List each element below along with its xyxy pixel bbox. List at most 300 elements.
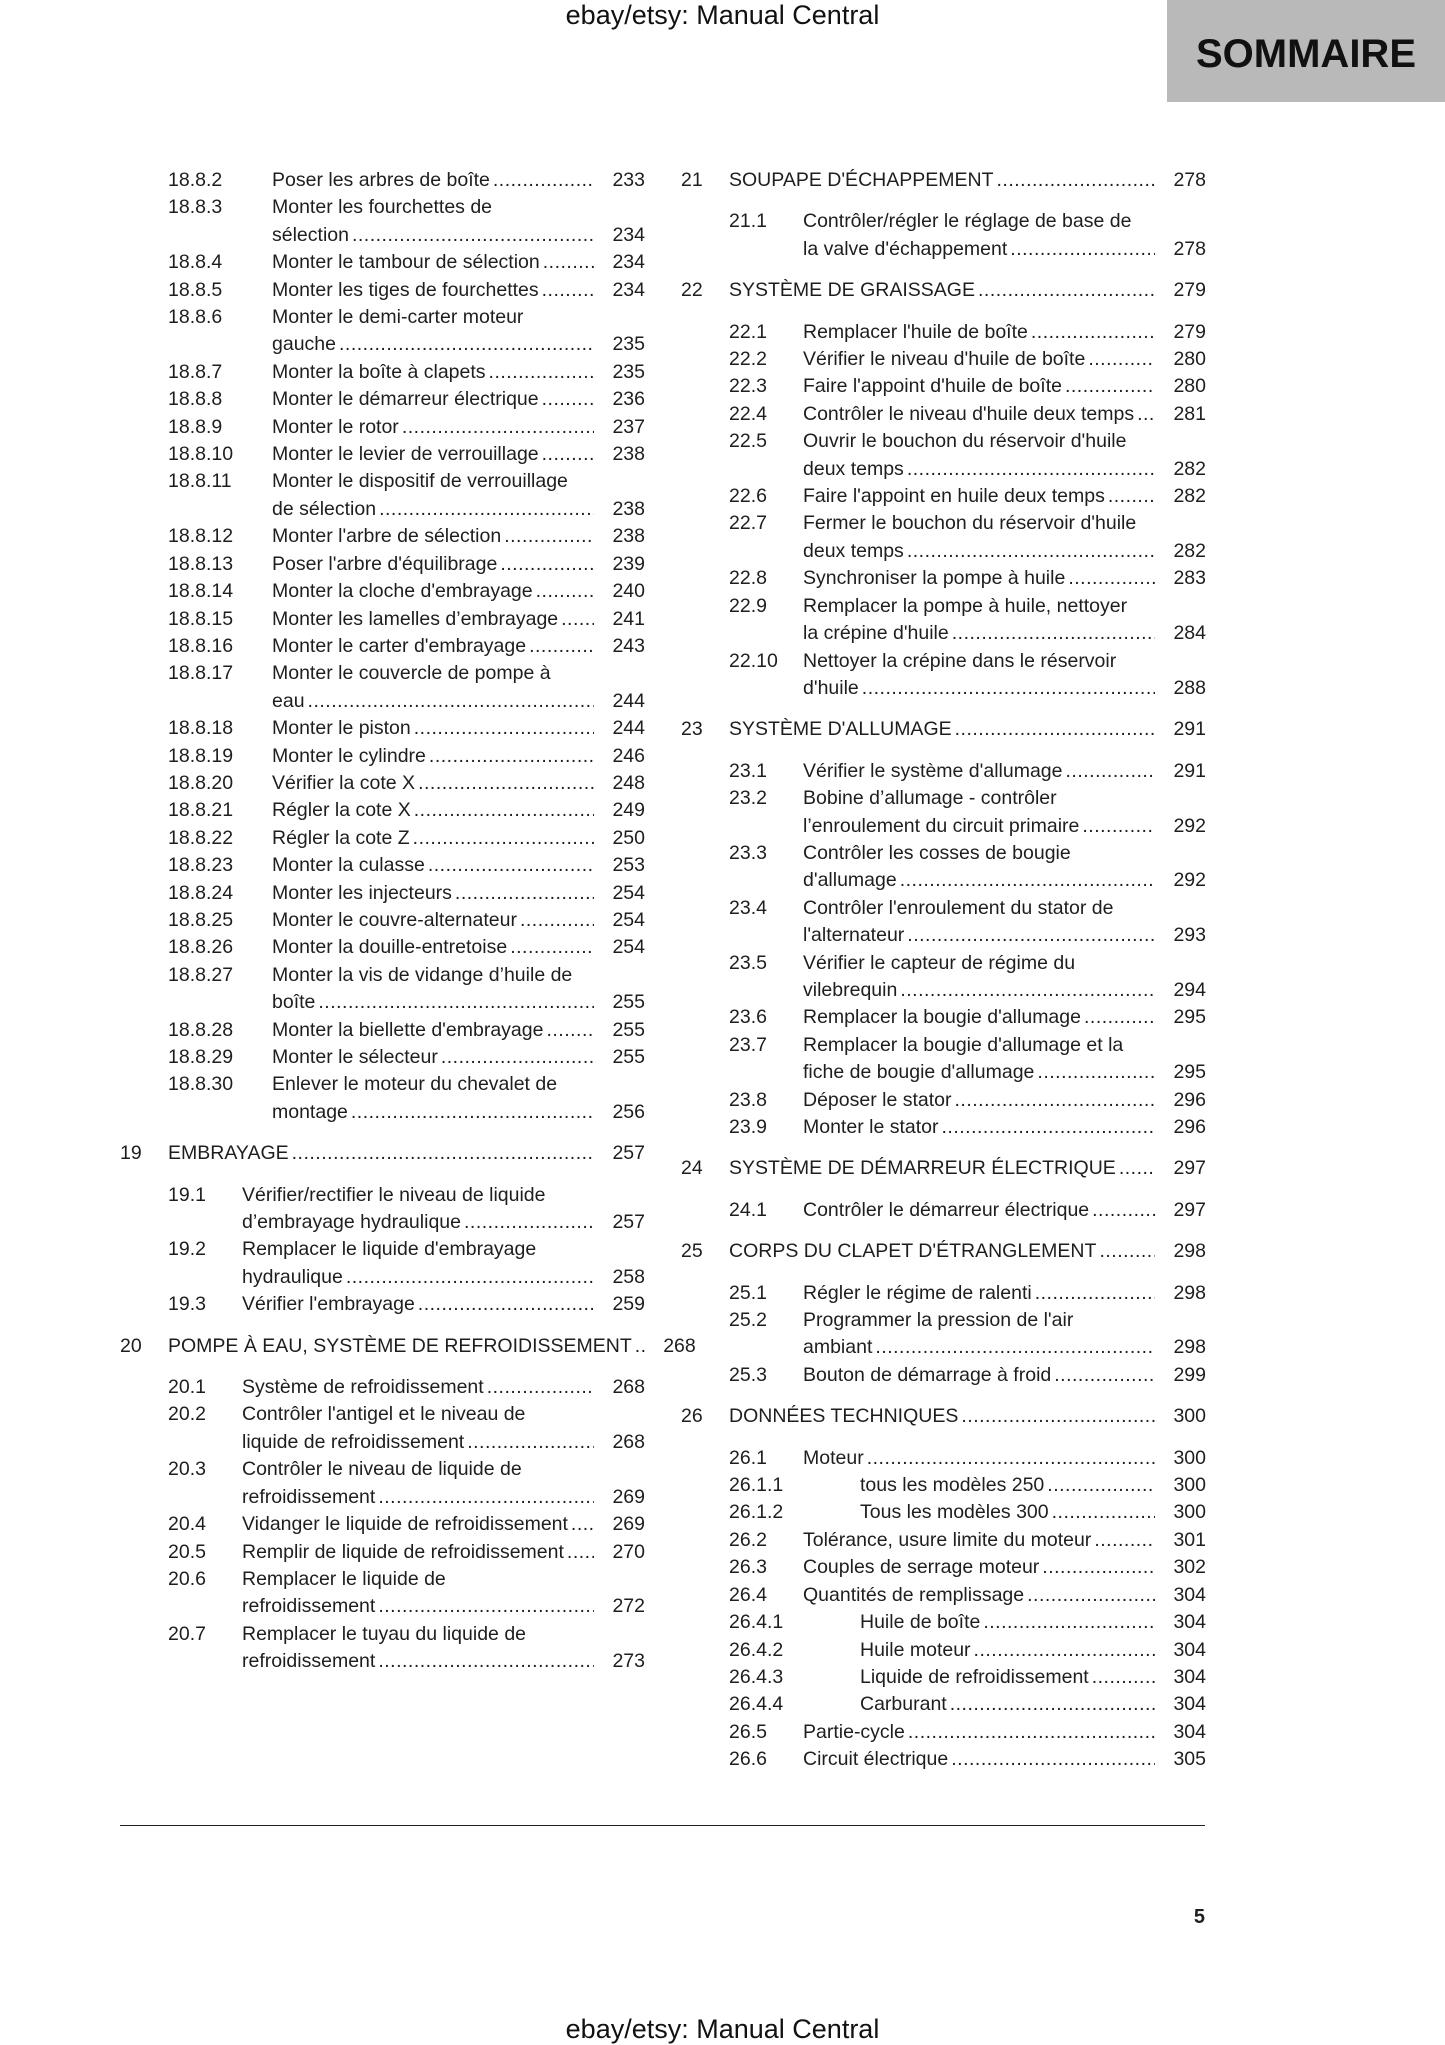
toc-entry-title-line: Monter le demi-carter moteur xyxy=(272,306,524,329)
toc-entry-title-line: tous les modèles 250 xyxy=(860,1474,1045,1497)
toc-entry-title-line: Poser l'arbre d'équilibrage xyxy=(272,552,498,575)
toc-entry-number: 18.8.7 xyxy=(168,360,223,383)
dot-leader xyxy=(1119,1155,1155,1182)
toc-entry-title-line: Faire l'appoint en huile deux temps xyxy=(803,485,1105,508)
toc-entry-number: 18.8.20 xyxy=(168,771,234,794)
toc-entry-page: 244 xyxy=(612,689,645,712)
toc-entry-page: 281 xyxy=(1173,402,1206,425)
toc-entry-title-line: Nettoyer la crépine dans le réservoir xyxy=(803,649,1117,672)
toc-entry-page: 282 xyxy=(1173,485,1206,508)
toc-entry-title-line: Monter le carter d'embrayage xyxy=(272,634,527,657)
toc-entry-page: 250 xyxy=(612,826,645,849)
dot-leader xyxy=(546,1017,594,1044)
toc-entry[interactable] xyxy=(120,633,645,660)
toc-entry[interactable] xyxy=(120,1566,645,1621)
toc-entry-number: 26.1.2 xyxy=(729,1501,784,1524)
dot-leader xyxy=(955,1087,1156,1114)
dot-leader xyxy=(1037,1059,1155,1086)
toc-entry-title-line: Vérifier la cote X xyxy=(272,771,416,794)
section-tab-sommaire: SOMMAIRE xyxy=(1167,0,1445,102)
toc-entry-number: 22.9 xyxy=(729,594,767,617)
toc-entry-number: 23.8 xyxy=(729,1088,767,1111)
toc-entry-title-line: Vérifier le niveau d'huile de boîte xyxy=(803,348,1086,371)
toc-entry-title-line: deux temps xyxy=(803,539,904,562)
toc-entry-page: 259 xyxy=(612,1293,645,1316)
toc-entry-page: 302 xyxy=(1173,1556,1206,1579)
toc-entry-title-line: refroidissement xyxy=(242,1485,376,1508)
dot-leader xyxy=(510,934,594,961)
toc-entry-number: 21.1 xyxy=(729,210,767,233)
toc-entry-number: 18.8.8 xyxy=(168,388,223,411)
toc-entry[interactable] xyxy=(681,1445,1206,1472)
toc-entry[interactable] xyxy=(120,414,645,441)
dot-leader xyxy=(414,797,594,824)
toc-entry[interactable] xyxy=(681,1664,1206,1691)
toc-entry-title-line: Vérifier/rectifier le niveau de liquide xyxy=(242,1183,546,1206)
toc-entry-page: 282 xyxy=(1173,457,1206,480)
toc-entry-title-line: Monter le démarreur électrique xyxy=(272,388,539,411)
toc-entry[interactable] xyxy=(681,648,1206,703)
dot-leader xyxy=(292,1140,594,1167)
toc-entry[interactable] xyxy=(681,1032,1206,1087)
toc-entry-page: 296 xyxy=(1173,1088,1206,1111)
dot-leader xyxy=(413,825,594,852)
toc-entry[interactable] xyxy=(120,1621,645,1676)
toc-entry-title-line: Remplacer l'huile de boîte xyxy=(803,320,1028,343)
toc-entry-title-line: Bouton de démarrage à froid xyxy=(803,1363,1052,1386)
dot-leader xyxy=(1099,1238,1155,1265)
toc-entry-title-line: sélection xyxy=(272,223,349,246)
toc-entry[interactable] xyxy=(681,1114,1206,1141)
toc-entry-number: 25.1 xyxy=(729,1281,767,1304)
toc-entry-title-line: Poser les arbres de boîte xyxy=(272,169,490,191)
toc-entry-number: 20.6 xyxy=(168,1567,206,1590)
toc-entry[interactable] xyxy=(681,167,1206,194)
toc-entry[interactable] xyxy=(681,346,1206,373)
toc-entry-number: 18.8.10 xyxy=(168,443,234,466)
toc-entry-title-line: Fermer le bouchon du réservoir d'huile xyxy=(803,512,1137,535)
dot-leader xyxy=(489,359,594,386)
toc-entry[interactable] xyxy=(120,1182,645,1237)
toc-entry-title-line: de sélection xyxy=(272,497,377,520)
toc-entry[interactable] xyxy=(120,1017,645,1044)
toc-entry[interactable] xyxy=(120,194,645,249)
dot-leader xyxy=(542,277,594,304)
toc-entry[interactable] xyxy=(120,578,645,605)
toc-entry-page: 233 xyxy=(612,169,645,191)
toc-entry-number: 18.8.14 xyxy=(168,580,234,603)
toc-entry[interactable] xyxy=(681,428,1206,483)
dot-leader xyxy=(983,1609,1155,1636)
toc-entry-page: 294 xyxy=(1173,978,1206,1001)
toc-entry-title-line: Synchroniser la pompe à huile xyxy=(803,567,1066,590)
toc-entry-page: 304 xyxy=(1173,1693,1206,1716)
toc-entry-title-line: Couples de serrage moteur xyxy=(803,1556,1040,1579)
toc-entry[interactable] xyxy=(120,249,645,276)
toc-entry-title-line: Huile de boîte xyxy=(860,1611,981,1634)
toc-entry-title-line: SYSTÈME DE DÉMARREUR ÉLECTRIQUE xyxy=(729,1157,1116,1180)
toc-entry[interactable] xyxy=(681,401,1206,428)
toc-entry[interactable] xyxy=(120,1539,645,1566)
toc-entry-page: 283 xyxy=(1173,567,1206,590)
toc-entry-number: 24.1 xyxy=(729,1198,767,1221)
toc-entry[interactable] xyxy=(681,565,1206,592)
dot-leader xyxy=(543,249,594,276)
toc-entry[interactable] xyxy=(681,1582,1206,1609)
toc-entry-title-line: SYSTÈME DE GRAISSAGE xyxy=(729,279,975,302)
toc-entry-page: 301 xyxy=(1173,1528,1206,1551)
toc-entry[interactable] xyxy=(681,1691,1206,1718)
toc-entry-page: 255 xyxy=(612,991,645,1014)
dot-leader xyxy=(961,1403,1155,1430)
toc-entry-page: 298 xyxy=(1173,1281,1206,1304)
toc-entry-number: 23.3 xyxy=(729,841,767,864)
toc-entry-title-line: Monter le couvre-alternateur xyxy=(272,908,517,931)
toc-entry[interactable] xyxy=(681,1499,1206,1526)
toc-entry-title-line: Monter la culasse xyxy=(272,854,425,877)
toc-entry[interactable] xyxy=(681,1087,1206,1114)
toc-entry-title-line: l'alternateur xyxy=(803,924,905,947)
toc-entry-page: 292 xyxy=(1173,869,1206,892)
dot-leader xyxy=(429,743,594,770)
toc-entry[interactable] xyxy=(681,1637,1206,1664)
toc-entry[interactable] xyxy=(681,1719,1206,1746)
toc-entry-title-line: Moteur xyxy=(803,1446,864,1469)
toc-entry-number: 26 xyxy=(681,1405,703,1428)
dot-leader xyxy=(1066,758,1156,785)
dot-leader xyxy=(1082,813,1155,840)
toc-entry[interactable] xyxy=(120,359,645,386)
toc-entry[interactable] xyxy=(681,895,1206,950)
toc-entry-page: 298 xyxy=(1173,1336,1206,1359)
toc-entry[interactable] xyxy=(120,1511,645,1538)
toc-entry[interactable] xyxy=(120,825,645,852)
toc-entry-title-line: d'huile xyxy=(803,676,859,699)
dot-leader xyxy=(567,1539,594,1566)
toc-entry-page: 296 xyxy=(1173,1116,1206,1138)
toc-entry-title-line: Monter le tambour de sélection xyxy=(272,251,540,274)
toc-entry[interactable] xyxy=(681,1307,1206,1362)
dot-leader xyxy=(907,922,1155,949)
toc-entry[interactable] xyxy=(120,1044,645,1071)
toc-entry[interactable] xyxy=(120,770,645,797)
dot-leader xyxy=(351,1099,594,1126)
toc-entry[interactable] xyxy=(681,1403,1206,1430)
toc-entry-page: 269 xyxy=(612,1485,645,1508)
toc-entry[interactable] xyxy=(120,797,645,824)
toc-entry[interactable] xyxy=(681,1746,1206,1773)
dot-leader xyxy=(635,1333,645,1360)
dot-leader xyxy=(414,715,594,742)
toc-entry-page: 234 xyxy=(612,278,645,301)
toc-entry-title-line: Vérifier le système d'allumage xyxy=(803,759,1063,782)
toc-entry-number: 23.4 xyxy=(729,896,767,919)
toc-entry[interactable] xyxy=(681,1155,1206,1182)
dot-leader xyxy=(493,167,594,194)
toc-entry-number: 19 xyxy=(120,1142,142,1165)
toc-entry[interactable] xyxy=(120,907,645,934)
toc-entry-number: 23.2 xyxy=(729,787,767,810)
toc-entry-title-line: liquide de refroidissement xyxy=(242,1430,465,1453)
toc-entry-page: 240 xyxy=(612,580,645,603)
toc-entry-title-line: Vérifier l'embrayage xyxy=(242,1293,415,1316)
toc-entry-title-line: montage xyxy=(272,1100,348,1123)
toc-entry-page: 246 xyxy=(612,744,645,767)
toc-entry[interactable] xyxy=(120,660,645,715)
toc-entry[interactable] xyxy=(681,277,1206,304)
toc-entry[interactable] xyxy=(681,483,1206,510)
toc-entry[interactable] xyxy=(120,1236,645,1291)
toc-entry-number: 22.8 xyxy=(729,567,767,590)
dot-leader xyxy=(900,867,1155,894)
toc-entry-number: 23 xyxy=(681,718,703,741)
toc-entry-title-line: Régler le régime de ralenti xyxy=(803,1281,1032,1304)
toc-entry-page: 300 xyxy=(1173,1474,1206,1497)
toc-entry-number: 22.6 xyxy=(729,485,767,508)
toc-entry[interactable] xyxy=(120,468,645,523)
toc-entry-title-line: Monter le stator xyxy=(803,1116,939,1138)
toc-entry-page: 279 xyxy=(1173,279,1206,302)
toc-entry-title-line: Régler la cote X xyxy=(272,799,411,822)
toc-entry-number: 22 xyxy=(681,279,703,302)
dot-leader xyxy=(955,716,1155,743)
toc-entry-title-line: Monter la biellette d'embrayage xyxy=(272,1018,544,1041)
toc-entry-page: 278 xyxy=(1173,169,1206,191)
toc-entry-page: 280 xyxy=(1173,375,1206,398)
toc-entry[interactable] xyxy=(120,167,645,194)
toc-entry-title-line: Faire l'appoint d'huile de boîte xyxy=(803,375,1062,398)
toc-entry-title-line: Contrôler le niveau de liquide de xyxy=(242,1458,522,1481)
dot-leader xyxy=(950,1691,1155,1718)
toc-entry-title-line: Remplacer la pompe à huile, nettoyer xyxy=(803,594,1128,617)
toc-entry-title-line: Contrôler/régler le réglage de base de xyxy=(803,210,1132,233)
toc-entry[interactable] xyxy=(120,606,645,633)
toc-entry-title-line: Contrôler l'antigel et le niveau de xyxy=(242,1403,526,1426)
toc-entry-page: 255 xyxy=(612,1018,645,1041)
dot-leader xyxy=(862,675,1155,702)
toc-entry-page: 268 xyxy=(612,1376,645,1399)
dot-leader xyxy=(571,1511,594,1538)
toc-entry-title-line: Liquide de refroidissement xyxy=(860,1665,1089,1688)
toc-entry[interactable] xyxy=(681,950,1206,1005)
toc-entry-title-line: fiche de bougie d'allumage xyxy=(803,1061,1035,1084)
toc-entry-number: 22.7 xyxy=(729,512,767,535)
toc-entry-title-line: Remplacer le liquide de xyxy=(242,1567,446,1590)
toc-entry-page: 238 xyxy=(612,525,645,548)
toc-entry-page: 235 xyxy=(612,360,645,383)
dot-leader xyxy=(561,606,594,633)
toc-entry-title-line: Monter la douille-entretoise xyxy=(272,936,508,959)
toc-entry[interactable] xyxy=(120,386,645,413)
toc-entry-page: 284 xyxy=(1173,622,1206,645)
toc-entry-title-line: Monter le rotor xyxy=(272,415,399,438)
toc-entry-page: 305 xyxy=(1173,1748,1206,1771)
toc-entry-page: 300 xyxy=(1173,1446,1206,1469)
toc-entry[interactable] xyxy=(120,1333,696,1360)
toc-entry-number: 26.6 xyxy=(729,1748,767,1771)
dot-leader xyxy=(951,1746,1155,1773)
toc-entry-page: 297 xyxy=(1173,1157,1206,1180)
toc-entry-title-line: refroidissement xyxy=(242,1650,376,1673)
toc-entry-title-line: Tous les modèles 300 xyxy=(860,1501,1049,1524)
toc-entry-number: 23.1 xyxy=(729,759,767,782)
toc-entry-title-line: boîte xyxy=(272,991,316,1014)
dot-leader xyxy=(1137,401,1155,428)
toc-entry-page: 253 xyxy=(612,854,645,877)
dot-leader xyxy=(1031,319,1155,346)
toc-entry-page: 304 xyxy=(1173,1583,1206,1606)
toc-entry[interactable] xyxy=(120,852,645,879)
toc-entry[interactable] xyxy=(681,510,1206,565)
toc-entry-title-line: l’enroulement du circuit primaire xyxy=(803,814,1080,837)
toc-entry-title-line: Programmer la pression de l'air xyxy=(803,1309,1074,1332)
toc-entry[interactable] xyxy=(681,1004,1206,1031)
toc-entry-title-line: Monter la vis de vidange d’huile de xyxy=(272,963,573,986)
toc-entry-title-line: DONNÉES TECHNIQUES xyxy=(729,1405,959,1428)
toc-entry-page: 280 xyxy=(1173,348,1206,371)
dot-leader xyxy=(339,331,594,358)
dot-leader xyxy=(1065,373,1155,400)
toc-entry[interactable] xyxy=(681,319,1206,346)
toc-entry[interactable] xyxy=(120,304,645,359)
toc-entry-title-line: SYSTÈME D'ALLUMAGE xyxy=(729,718,952,741)
dot-leader xyxy=(464,1209,594,1236)
toc-entry[interactable] xyxy=(120,1291,645,1318)
toc-entry-number: 26.4.3 xyxy=(729,1665,784,1688)
toc-entry-number: 18.8.16 xyxy=(168,634,234,657)
toc-entry-page: 304 xyxy=(1173,1665,1206,1688)
toc-entry-number: 19.1 xyxy=(168,1183,206,1206)
dot-leader xyxy=(378,1648,594,1675)
dot-leader xyxy=(455,880,594,907)
toc-entry-number: 20.4 xyxy=(168,1513,206,1536)
toc-entry-page: 255 xyxy=(612,1046,645,1068)
toc-entry-number: 26.5 xyxy=(729,1720,767,1743)
toc-entry-title-line: Déposer le stator xyxy=(803,1088,952,1111)
toc-entry-number: 20 xyxy=(120,1334,142,1357)
toc-entry[interactable] xyxy=(681,1554,1206,1581)
toc-entry[interactable] xyxy=(120,715,645,742)
toc-entry[interactable] xyxy=(681,758,1206,785)
toc-entry[interactable] xyxy=(681,716,1206,743)
toc-entry-page: 248 xyxy=(612,771,645,794)
toc-entry-page: 279 xyxy=(1173,320,1206,343)
toc-entry[interactable] xyxy=(681,1362,1206,1389)
dot-leader xyxy=(352,222,594,249)
toc-entry[interactable] xyxy=(120,523,645,550)
toc-entry-number: 22.1 xyxy=(729,320,767,343)
dot-leader xyxy=(378,1484,594,1511)
toc-entry[interactable] xyxy=(681,1609,1206,1636)
toc-entry-number: 26.2 xyxy=(729,1528,767,1551)
toc-entry-page: 254 xyxy=(612,881,645,904)
toc-entry-title-line: Circuit électrique xyxy=(803,1748,949,1771)
dot-leader xyxy=(1010,236,1155,263)
toc-entry-number: 23.5 xyxy=(729,951,767,974)
toc-entry-number: 18.8.30 xyxy=(168,1073,234,1096)
toc-entry-page: 270 xyxy=(612,1540,645,1563)
toc-entry-number: 18.8.15 xyxy=(168,607,234,630)
toc-entry[interactable] xyxy=(681,1238,1206,1265)
toc-entry-title-line: Monter le dispositif de verrouillage xyxy=(272,470,568,493)
toc-entry-number: 18.8.25 xyxy=(168,908,234,931)
toc-entry-number: 26.1.1 xyxy=(729,1474,784,1497)
toc-entry-page: 257 xyxy=(612,1142,645,1165)
toc-entry[interactable] xyxy=(681,1197,1206,1224)
toc-entry-number: 18.8.21 xyxy=(168,799,234,822)
toc-entry-page: 272 xyxy=(612,1595,645,1618)
toc-entry[interactable] xyxy=(120,551,645,578)
toc-entry-title-line: Enlever le moteur du chevalet de xyxy=(272,1073,558,1096)
toc-entry-page: 239 xyxy=(612,552,645,575)
dot-leader xyxy=(418,770,594,797)
toc-entry-title-line: vilebrequin xyxy=(803,978,898,1001)
toc-entry-page: 291 xyxy=(1173,759,1206,782)
toc-entry[interactable] xyxy=(120,743,645,770)
toc-entry-title-line: Remplacer le tuyau du liquide de xyxy=(242,1622,527,1645)
toc-entry[interactable] xyxy=(120,1374,645,1401)
toc-entry-title-line: EMBRAYAGE xyxy=(168,1142,289,1165)
toc-entry[interactable] xyxy=(681,840,1206,895)
toc-entry-page: 293 xyxy=(1173,924,1206,947)
toc-entry[interactable] xyxy=(120,277,645,304)
toc-entry-title-line: Monter la boîte à clapets xyxy=(272,360,486,383)
toc-entry-number: 21 xyxy=(681,169,703,191)
toc-entry[interactable] xyxy=(681,373,1206,400)
toc-entry[interactable] xyxy=(681,1280,1206,1307)
toc-entry[interactable] xyxy=(120,1456,645,1511)
toc-entry-number: 18.8.2 xyxy=(168,169,223,191)
dot-leader xyxy=(907,456,1155,483)
toc-entry[interactable] xyxy=(120,880,645,907)
toc-entry-number: 19.3 xyxy=(168,1293,206,1316)
toc-entry-number: 20.2 xyxy=(168,1403,206,1426)
toc-entry-page: 234 xyxy=(612,223,645,246)
toc-entry-title-line: gauche xyxy=(272,333,336,356)
toc-entry[interactable] xyxy=(120,962,645,1017)
toc-entry[interactable] xyxy=(681,785,1206,840)
toc-entry[interactable] xyxy=(120,1071,645,1126)
toc-entry-title-line: Monter le couvercle de pompe à xyxy=(272,662,551,685)
toc-entry-page: 288 xyxy=(1173,676,1206,699)
toc-entry-title-line: Monter le levier de verrouillage xyxy=(272,443,539,466)
toc-entry[interactable] xyxy=(120,441,645,468)
toc-entry[interactable] xyxy=(681,1527,1206,1554)
toc-entry-number: 18.8.17 xyxy=(168,662,234,685)
toc-entry-number: 18.8.29 xyxy=(168,1046,234,1068)
dot-leader xyxy=(542,441,594,468)
dot-leader xyxy=(418,1291,594,1318)
toc-entry-title-line: Huile moteur xyxy=(860,1638,971,1661)
dot-leader xyxy=(974,1637,1155,1664)
toc-entry[interactable] xyxy=(681,1472,1206,1499)
dot-leader xyxy=(867,1445,1155,1472)
watermark-bottom: ebay/etsy: Manual Central xyxy=(565,2014,880,2044)
toc-entry-page: 297 xyxy=(1173,1198,1206,1221)
toc-entry[interactable] xyxy=(120,1140,645,1167)
toc-entry-number: 26.4.4 xyxy=(729,1693,784,1716)
toc-entry-number: 18.8.13 xyxy=(168,552,234,575)
toc-entry-page: 243 xyxy=(612,634,645,657)
toc-entry-title-line: Monter l'arbre de sélection xyxy=(272,525,502,548)
dot-leader xyxy=(346,1264,594,1291)
toc-entry[interactable] xyxy=(120,934,645,961)
toc-entry-page: 254 xyxy=(612,936,645,959)
toc-entry-number: 18.8.28 xyxy=(168,1018,234,1041)
toc-entry[interactable] xyxy=(681,208,1206,263)
toc-entry[interactable] xyxy=(681,593,1206,648)
toc-entry[interactable] xyxy=(120,1401,645,1456)
